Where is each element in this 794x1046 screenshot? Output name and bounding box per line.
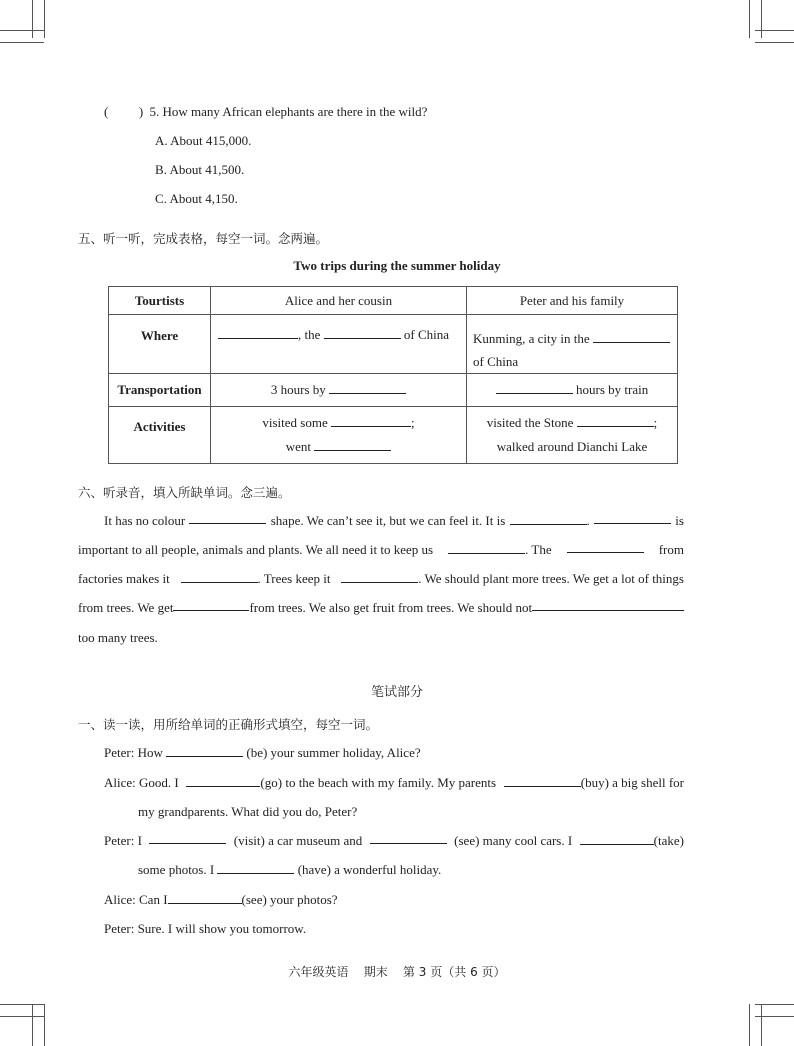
crop-mark [749, 0, 750, 38]
passage-line: important to all people, animals and plants. We all need it to keep us . The from [78, 542, 684, 557]
row-transportation [109, 374, 678, 407]
written-heading: 一、读一读，用所给单词的正确形式填空，每空一词。 [78, 717, 379, 732]
dialogue-line: Alice: Can I (see) your photos? [104, 892, 338, 907]
crop-mark [755, 42, 794, 43]
blank[interactable] [181, 572, 258, 583]
label-where: Where [109, 315, 211, 374]
page-footer: 六年级英语 期末 第 3 页（共 6 页） [288, 965, 506, 979]
blank[interactable] [149, 833, 226, 844]
blank[interactable] [189, 513, 266, 524]
crop-mark [0, 30, 44, 31]
dialogue-line: Peter: Sure. I will show you tomorrow. [104, 921, 307, 936]
crop-mark [44, 0, 45, 38]
crop-mark [0, 42, 44, 43]
crop-mark [749, 1004, 750, 1046]
blank[interactable] [580, 834, 654, 845]
alice-where-cell: , the of China [211, 315, 467, 374]
option-b[interactable]: B. About 41,500. [155, 162, 245, 177]
passage-line: It has no colour shape. We can’t see it, but we can feel it. It is . is [104, 513, 684, 528]
crop-mark [755, 1016, 794, 1017]
blank[interactable] [448, 543, 525, 554]
crop-mark [32, 1004, 33, 1046]
blank[interactable] [218, 328, 298, 339]
table-title: Two trips during the summer holiday [293, 258, 501, 273]
blank[interactable] [594, 513, 671, 524]
header-tourists: Tourtists [109, 287, 211, 315]
blank[interactable] [496, 383, 573, 394]
blank[interactable] [166, 746, 243, 757]
option-c[interactable]: C. About 4,150. [155, 191, 238, 206]
label-activities: Activities [109, 407, 211, 464]
question-5 [104, 104, 427, 120]
header-alice: Alice and her cousin [211, 287, 467, 315]
blank[interactable] [504, 776, 581, 787]
header-peter: Peter and his family [467, 287, 678, 315]
dialogue-line: Peter: I (visit) a car museum and (see) many cool cars. I (take) [104, 833, 684, 848]
table-header-row [109, 287, 678, 315]
answer-paren-open: ( [104, 104, 109, 119]
crop-mark [761, 0, 762, 38]
crop-mark [755, 30, 794, 31]
dialogue-line: Peter: How (be) your summer holiday, Alice? [104, 745, 421, 760]
blank[interactable] [217, 863, 294, 874]
blank[interactable] [186, 776, 260, 787]
row-activities [109, 407, 678, 464]
passage-line: from trees. We get from trees. We also get fruit from trees. We should not [78, 600, 684, 616]
section-6-heading: 六、听录音，填入所缺单词。念三遍。 [78, 485, 291, 500]
crop-mark [755, 1004, 794, 1005]
question-stem: 5. How many African elephants are there in the wild? [149, 104, 428, 119]
row-where [109, 315, 678, 374]
crop-mark [32, 0, 33, 38]
blank[interactable] [168, 893, 242, 904]
blank[interactable] [324, 328, 401, 339]
crop-mark [761, 1004, 762, 1046]
dialogue-line: some photos. I (have) a wonderful holiday. [138, 862, 442, 877]
crop-mark [44, 1004, 45, 1046]
trip-table [108, 286, 678, 464]
alice-activities-cell: visited some ; went [211, 407, 467, 464]
peter-transport-cell: hours by train [467, 374, 678, 407]
blank[interactable] [341, 572, 418, 583]
passage-line: too many trees. [78, 630, 158, 645]
blank[interactable] [331, 416, 411, 427]
dialogue-line: my grandparents. What did you do, Peter? [138, 804, 358, 819]
blank[interactable] [577, 416, 654, 427]
dialogue-line: Alice: Good. I (go) to the beach with my family. My parents (buy) a big shell for [104, 775, 684, 790]
peter-where-cell: Kunming, a city in the of China [467, 315, 678, 374]
blank[interactable] [173, 600, 249, 611]
blank[interactable] [314, 440, 391, 451]
blank[interactable] [567, 542, 644, 553]
blank[interactable] [593, 332, 670, 343]
alice-transport-cell: 3 hours by [211, 374, 467, 407]
option-a[interactable]: A. About 415,000. [155, 133, 252, 148]
crop-mark [0, 1004, 44, 1005]
peter-activities-cell: visited the Stone ; walked around Dianchi Lake [467, 407, 678, 464]
blank[interactable] [532, 600, 608, 611]
blank[interactable] [608, 600, 684, 611]
blank[interactable] [329, 383, 406, 394]
passage-line: factories makes it . Trees keep it . We should plant more trees. We get a lot of things [78, 571, 684, 586]
blank[interactable] [370, 833, 447, 844]
blank[interactable] [510, 514, 587, 525]
answer-paren-close: ) [138, 104, 144, 119]
section-5-heading: 五、听一听，完成表格，每空一词。念两遍。 [78, 231, 329, 246]
crop-mark [0, 1016, 44, 1017]
label-transportation: Transportation [109, 374, 211, 407]
written-section-title: 笔试部分 [370, 685, 423, 700]
